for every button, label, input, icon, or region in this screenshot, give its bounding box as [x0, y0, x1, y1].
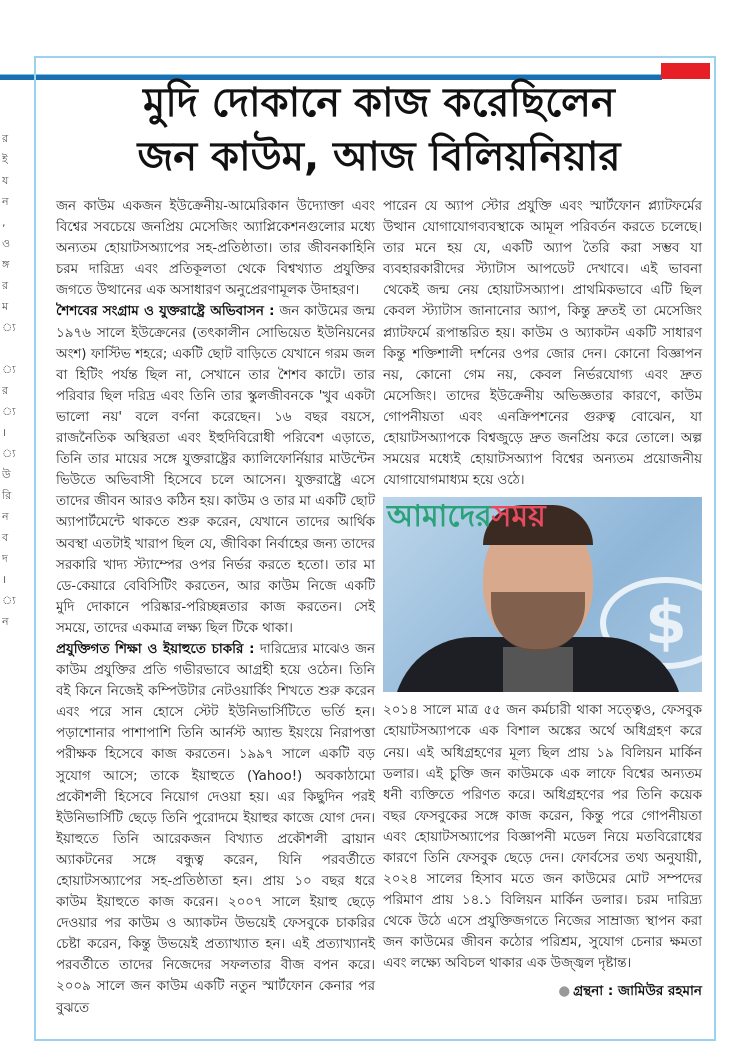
edge-fragment: র [2, 132, 9, 145]
newspaper-watermark-logo [387, 497, 546, 537]
edge-fragment: ব [2, 531, 9, 544]
title-line-1: মুদি দোকানে কাজ করেছিলেন [143, 80, 615, 126]
edge-fragment: ন [2, 615, 9, 628]
edge-fragment: ই [2, 153, 8, 166]
section-1-text: জন কাউমের জন্ম ১৯৭৬ সালে ইউক্রেনের (তৎকালীন সোভিয়েত ইউনিয়নের অংশ) ফাস্টিভ শহরে; একটি ছোট বাড়িতে যেখানে গরম জল বা হিটিং পর্যন্ত ছিল না, সেখানে তার শৈশব কাটে। তার পরিবার ছিল দরিদ্র এবং তিনি তার স্কুলজীবনকে 'খুব একটা ভালো নয়' বলে বর্ণনা করেছেন। ১৬ বছর বয়সে, রাজনৈতিক অস্থিরতা এবং ইহুদিবিরোধী পরিবেশ এড়াতে, তিনি তার মায়ের সঙ্গে যুক্তরাষ্ট্রের ক্যালিফোর্নিয়ার মাউন্টেন ভিউতে অভিবাসী হিসেবে চলে আসেন। যুক্তরাষ্ট্রে এসে তাদের জীবন আরও কঠিন হয়। কাউম ও তার মা একটি ছোট অ্যাপার্টমেন্টে থাকতে শুরু করেন, যেখানে তাদের আর্থিক অবস্থা এতটাই খারাপ ছিল যে, জীবিকা নির্বাহের জন্য তাদের সরকারি খাদ্য স্ট্যাম্পের ওপর নির্ভর করতে হতো। তার মা ডে-কেয়ারে বেবিসিটিং করতেন, আর কাউম নিজে একটি মুদি দোকানে পরিষ্কার-পরিচ্ছন্নতার কাজ করতেন। সেই সময়ে, তাদের একমাত্র লক্ষ্য ছিল টিকে থাকা। [56, 304, 375, 636]
edge-fragment: ন [2, 195, 9, 208]
edge-fragment: ন [2, 510, 9, 523]
edge-fragment: ম [2, 300, 9, 313]
byline-text: গ্রন্থনা : জামিউর রহমান [573, 982, 702, 999]
article-box [34, 56, 716, 1041]
edge-fragment: রি [2, 489, 12, 502]
byline [383, 981, 702, 1002]
jan-koum-photo [383, 497, 702, 692]
edge-fragment: , [2, 216, 6, 229]
edge-fragment: র [2, 279, 9, 292]
dollar-sign-icon: $ [600, 577, 702, 669]
edge-fragment: ্য [2, 363, 16, 376]
section-2-heading: প্রযুক্তিগত শিক্ষা ও ইয়াহুতে চাকরি : [56, 641, 255, 657]
edge-fragment: । [2, 426, 7, 439]
edge-fragment: ঙ্গ [2, 258, 10, 271]
edge-fragment: উ [2, 468, 11, 481]
right-paragraph-1: পারেন যে অ্যাপ স্টোর প্রযুক্তি এবং স্মার্টফোন প্ল্যাটফর্মের উত্থান যোগাযোগব্যবস্থাকে আমূল পরিবর্তন করতে চলেছে। তার মনে হয় যে, একটি অ্যাপ তৈরি করা সম্ভব যা ব্যবহারকারীদের স্ট্যাটাস আপডেট দেখাবে। এই ভাবনা থেকেই জন্ম নেয় হোয়াটসঅ্যাপ। প্রাথমিকভাবে এটি ছিল কেবল স্ট্যাটাস জানানোর অ্যাপ, কিন্তু দ্রুতই তা মেসেজিং প্ল্যাটফর্মে রূপান্তরিত হয়। কাউম ও অ্যাকটন একটি সাধারণ কিন্তু শক্তিশালী দর্শনের ওপর জোর দেন। কোনো বিজ্ঞাপন নয়, কোনো গেম নয়, কেবল নির্ভরযোগ্য এবং দ্রুত মেসেজিং। তাদের ইউক্রেনীয় অভিজ্ঞতার কারণে, কাউম গোপনীয়তা এবং এনক্রিপশনের গুরুত্ব বোঝেন, যা হোয়াটসঅ্যাপকে বিশ্বজুড়ে দ্রুত জনপ্রিয় করে তোলে। অল্প সময়ের মধ্যেই হোয়াটসঅ্যাপ বিশ্বের অন্যতম প্রয়োজনীয় যোগাযোগমাধ্যম হয়ে ওঠে। [383, 199, 702, 489]
edge-fragment: ্য [2, 405, 16, 418]
edge-fragment: । [2, 573, 7, 586]
left-column [56, 196, 375, 1019]
right-column [383, 196, 702, 1002]
edge-fragment: ্য [2, 321, 16, 334]
edge-fragment: ্য [2, 594, 16, 607]
edge-fragment [2, 338, 16, 359]
article-columns [56, 196, 702, 1019]
section-2 [56, 639, 375, 1019]
edge-fragment: র [2, 384, 9, 397]
intro-paragraph: জন কাউম একজন ইউক্রেনীয়-আমেরিকান উদ্যোক্তা এবং বিশ্বের সবচেয়ে জনপ্রিয় মেসেজিং অ্যাপ্লিকেশনগুলোর মধ্যে অন্যতম হোয়াটসঅ্যাপের সহ-প্রতিষ্ঠাতা। তার জীবনকাহিনি চরম দারিদ্র্য এবং প্রতিকূলতা থেকে বিশ্বখ্যাত প্রযুক্তির জগতে উত্থানের এক অসাধারণ অনুপ্রেরণামূলক উদাহরণ। [56, 199, 375, 299]
watermark-part-2: সময় [491, 499, 546, 535]
edge-fragment: ও [2, 237, 11, 250]
section-1 [56, 301, 375, 639]
section-1-heading: শৈশবের সংগ্রাম ও যুক্তরাষ্ট্রে অভিবাসন : [56, 304, 275, 320]
edge-fragment: ্য [2, 447, 16, 460]
adjacent-column-fragments [2, 128, 16, 632]
section-2-text: দারিদ্র্যের মাঝেও জন কাউম প্রযুক্তির প্রতি গভীরভাবে আগ্রহী হয়ে ওঠেন। তিনি বই কিনে নিজেই কম্পিউটার নেটওয়ার্কিং শিখতে শুরু করেন এবং পরে সান হোসে স্টেট ইউনিভার্সিটিতে ভর্তি হন। পড়াশোনার পাশাপাশি তিনি আর্নস্ট অ্যান্ড ইয়ংয়ে নিরাপত্তা পরীক্ষক হিসেবে কাজ করতেন। ১৯৯৭ সালে একটি বড় সুযোগ আসে; তাকে ইয়াহুতে (Yahoo!) অবকাঠামো প্রকৌশলী হিসেবে নিয়োগ দেওয়া হয়। এর কিছুদিন পরই ইউনিভার্সিটি ছেড়ে তিনি পুরোদমে ইয়াহুর কাজে যোগ দেন। ইয়াহুতে তিনি আরেকজন বিখ্যাত প্রকৌশলী ব্রায়ান অ্যাকটনের সঙ্গে বন্ধুত্ব করেন, যিনি পরবর্তীতে হোয়াটসঅ্যাপের সহ-প্রতিষ্ঠাতা হন। প্রায় ১০ বছর ধরে কাউম ইয়াহুতে কাজ করেন। ২০০৭ সালে ইয়াহু ছেড়ে দেওয়ার পর কাউম ও অ্যাকটন উভয়েই ফেসবুকে চাকরির চেষ্টা করেন, কিন্তু উভয়েই প্রত্যাখ্যাত হন। এই প্রত্যাখ্যানই পরবর্তীতে তাদের নিজেদের সফলতার বীজ বপন করে। ২০০৯ সালে জন কাউম একটি নতুন স্মার্টফোন কেনার পর বুঝতে [56, 641, 375, 1016]
watermark-part-1: আমাদের [387, 499, 492, 535]
edge-fragment: দ [2, 552, 8, 565]
bullet-icon: ● [558, 982, 571, 999]
article-title [56, 76, 702, 184]
right-paragraph-2: ২০১৪ সালে মাত্র ৫৫ জন কর্মচারী থাকা সত্ত্বেও, ফেসবুক হোয়াটসঅ্যাপকে এক বিশাল অঙ্কের অর্থে অধিগ্রহণ করে নেয়। এই অধিগ্রহণের মূল্য ছিল প্রায় ১৯ বিলিয়ন মার্কিন ডলার। এই চুক্তি জন কাউমকে এক লাফে বিশ্বের অন্যতম ধনী ব্যক্তিতে পরিণত করে। অধিগ্রহণের পর তিনি কয়েক বছর ফেসবুকের সঙ্গে কাজ করেন, কিন্তু পরে গোপনীয়তা এবং হোয়াটসঅ্যাপের বিজ্ঞাপনী মডেল নিয়ে মতবিরোধের কারণে তিনি ফেসবুক ছেড়ে দেন। ফোর্বসের তথ্য অনুযায়ী, ২০২৪ সালের হিসাব মতে জন কাউমের মোট সম্পদের পরিমাণ প্রায় ১৪.১ বিলিয়ন মার্কিন ডলার। চরম দারিদ্র্য থেকে উঠে এসে প্রযুক্তিজগতে নিজের সাম্রাজ্য স্থাপন করা জন কাউমের জীবন কঠোর পরিশ্রম, সুযোগ চেনার ক্ষমতা এবং লক্ষ্যে অবিচল থাকার এক উজ্জ্বল দৃষ্টান্ত। [383, 703, 702, 972]
edge-fragment: য [2, 174, 9, 187]
photo-shirt [503, 647, 573, 692]
title-line-2: জন কাউম, আজ বিলিয়নিয়ার [137, 134, 621, 180]
